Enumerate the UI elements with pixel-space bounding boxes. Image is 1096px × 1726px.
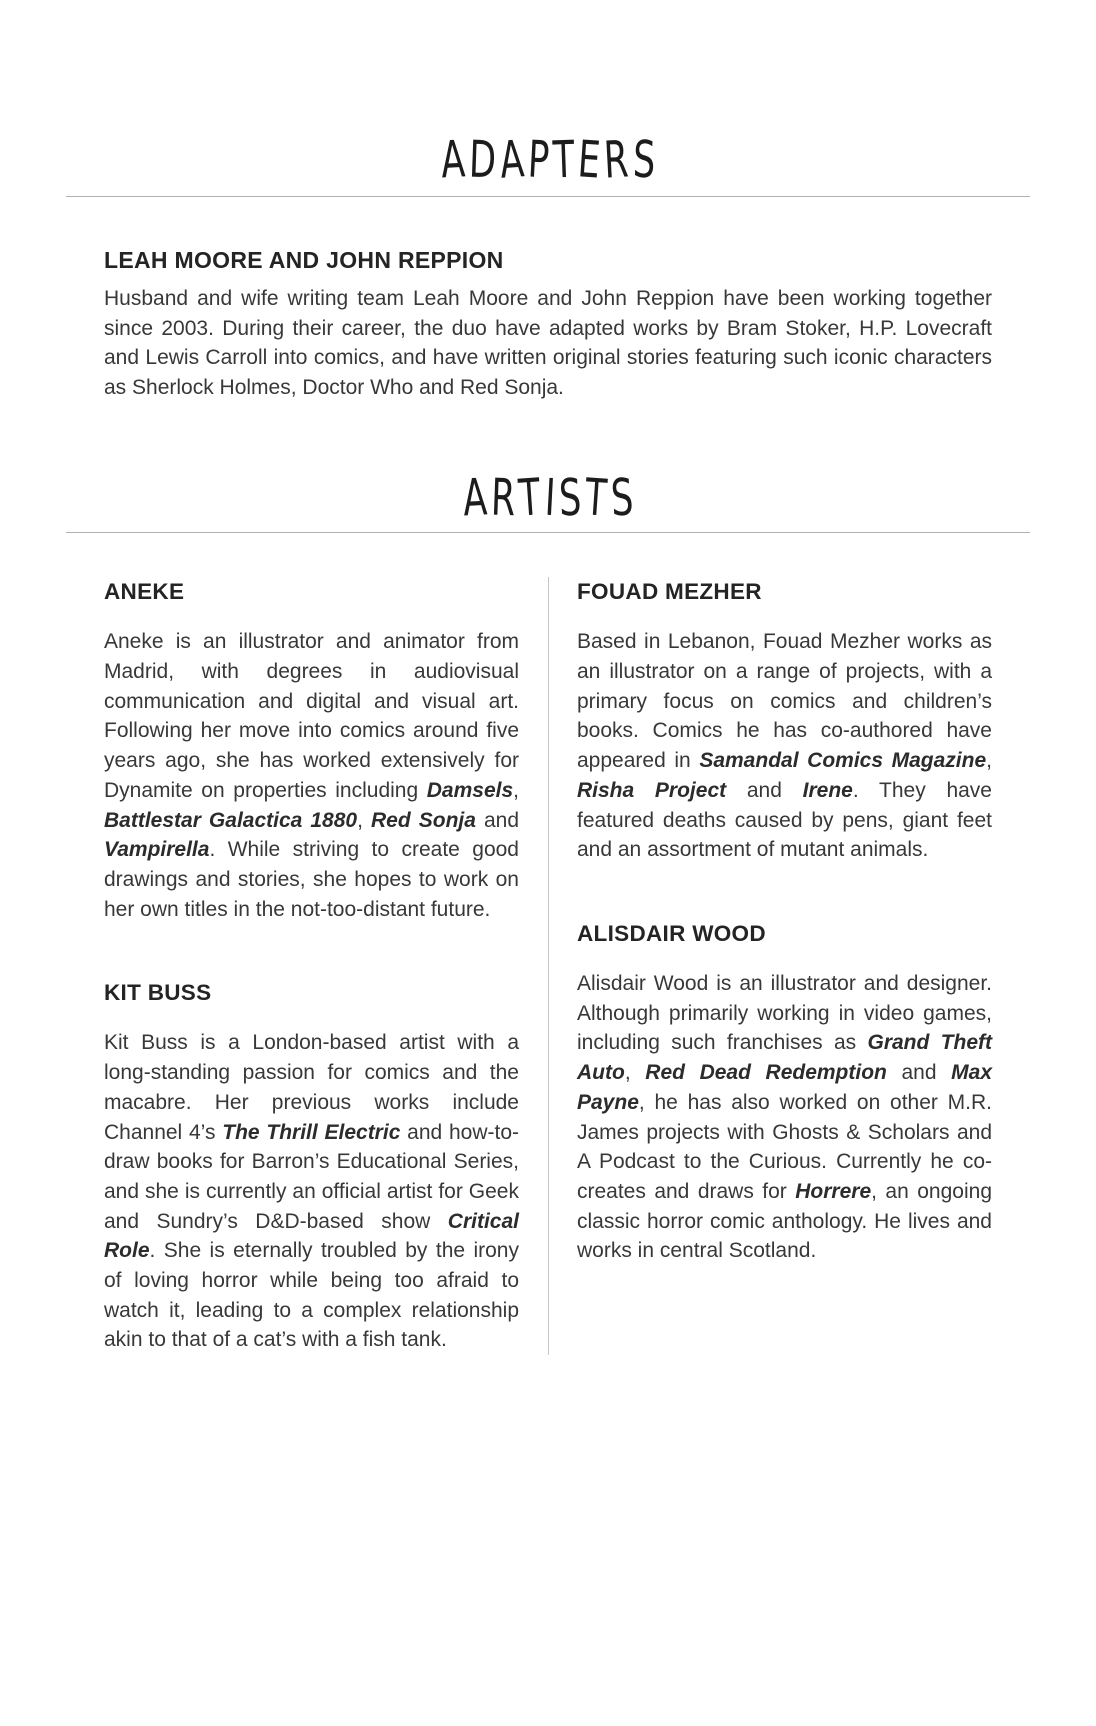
artist-bio: Based in Lebanon, Fouad Mezher works as an illustrator on a range of projects, with a primary focus on comics and children’s books. Comics he has co-authored have appeared in Samandal Comics Magazine, Risha Project and Irene. They have featured deaths caused by pens, giant feet and an assortment of mutant animals. — [577, 630, 992, 862]
adapters-section-title: A D A P T E R S — [439, 131, 657, 191]
artists-section-title: A R T I S T S — [461, 469, 635, 530]
artist-entry — [104, 980, 519, 1355]
artist-bio: Aneke is an illustrator and animator from Madrid, with degrees in audiovisual communication and digital and visual art. Following her move into comics around five years ago, she has worked extensively for Dynamite on properties including Damsels, Battlestar Galactica 1880, Red Sonja and Vampirella. While striving to create good drawings and stories, she hopes to work on her own titles in the not-too-distant future. — [104, 630, 520, 921]
column-divider — [548, 577, 549, 1355]
artists-columns — [104, 533, 992, 1355]
artists-left-column — [104, 533, 519, 1355]
artist-name: FOUAD MEZHER — [577, 579, 762, 605]
artist-name: ANEKE — [104, 579, 185, 605]
book-page — [0, 126, 1096, 1355]
adapter-name: LEAH MOORE AND JOHN REPPION — [104, 247, 504, 273]
adapter-bio: Husband and wife writing team Leah Moore and John Reppion have been working together since 2003. During their career, the duo have adapted works by Bram Stoker, H.P. Lovecraft and Lewis Carroll into comics, and have written original stories featuring such iconic characters as Sherlock Holmes, Doctor Who and Red Sonja. — [104, 287, 992, 399]
artist-name: ALISDAIR WOOD — [577, 921, 766, 946]
artist-bio: Kit Buss is a London-based artist with a long-standing passion for comics and the macabre. Her previous works include Channel 4’s The Thrill Electric and how-to-draw books for Barron’s Educational Series, and she is currently an official artist for Geek and Sundry’s D&D-based show Critical Role. She is eternally troubled by the irony of loving horror while being too afraid to watch it, leading to a complex relationship akin to that of a cat’s with a fish tank. — [104, 1031, 519, 1352]
adapters-section — [104, 246, 992, 402]
artist-name: KIT BUSS — [104, 980, 212, 1006]
artists-right-column — [577, 533, 992, 1355]
artist-bio: Alisdair Wood is an illustrator and designer. Although primarily working in video games, including such franchises as Grand Theft Auto, Red Dead Redemption and Max Payne, he has also worked on other M.R. James projects with Ghosts & Scholars and A Podcast to the Curious. Currently he co-creates and draws for Horrere, an ongoing classic horror comic anthology. He lives and works in central Scotland. — [577, 972, 992, 1263]
adapters-title-rule — [66, 196, 1030, 197]
artist-entry — [577, 579, 992, 865]
artist-entry — [104, 579, 519, 924]
artist-entry — [577, 921, 992, 1266]
